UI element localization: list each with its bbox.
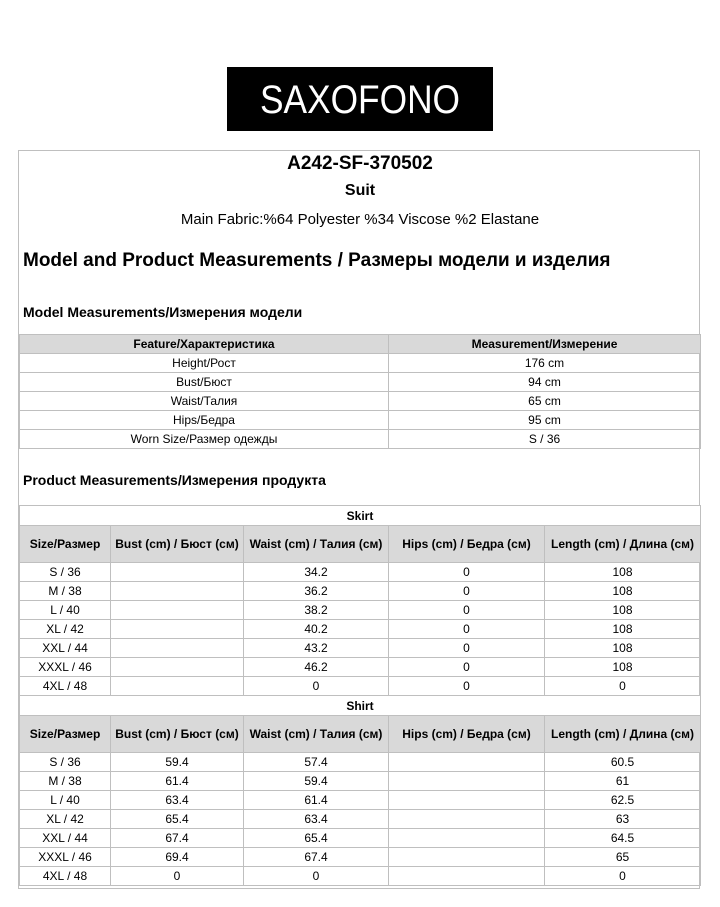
hips-cell <box>389 772 545 791</box>
hips-cell: 0 <box>389 582 545 601</box>
waist-cell: 67.4 <box>244 848 389 867</box>
size-cell: M / 38 <box>20 582 111 601</box>
waist-cell: 0 <box>244 677 389 696</box>
product-type: Suit <box>344 182 376 199</box>
length-cell: 0 <box>545 867 701 886</box>
waist-cell: 59.4 <box>244 772 389 791</box>
hips-cell <box>389 810 545 829</box>
length-cell: 108 <box>545 563 701 582</box>
model-section-title: Model Measurements/Измерения модели <box>23 304 303 320</box>
bust-cell <box>111 658 244 677</box>
size-cell: S / 36 <box>20 753 111 772</box>
hips-cell: 0 <box>389 601 545 620</box>
table-row <box>20 373 701 392</box>
table-row <box>20 867 701 886</box>
feature-cell: Waist/Талия <box>20 392 389 411</box>
size-cell: M / 38 <box>20 772 111 791</box>
bust-cell: 67.4 <box>111 829 244 848</box>
table-header-row <box>20 716 701 753</box>
size-cell: XL / 42 <box>20 810 111 829</box>
waist-cell: 61.4 <box>244 791 389 810</box>
bust-header: Bust (cm) / Бюст (см) <box>111 526 244 563</box>
size-cell: L / 40 <box>20 601 111 620</box>
waist-cell: 40.2 <box>244 620 389 639</box>
size-cell: XXXL / 46 <box>20 848 111 867</box>
table-row <box>20 620 701 639</box>
product-section-title: Product Measurements/Измерения продукта <box>23 472 326 488</box>
section-title-shirt: Shirt <box>20 696 701 716</box>
measurement-cell: 65 cm <box>389 392 701 411</box>
feature-cell: Bust/Бюст <box>20 373 389 392</box>
measurement-cell: 95 cm <box>389 411 701 430</box>
feature-cell: Worn Size/Размер одежды <box>20 430 389 449</box>
size-header: Size/Размер <box>20 716 111 753</box>
model-measurements-table <box>19 334 701 449</box>
waist-cell: 38.2 <box>244 601 389 620</box>
table-row <box>20 848 701 867</box>
product-measurements-table <box>19 505 701 886</box>
length-cell: 108 <box>545 582 701 601</box>
length-header: Length (cm) / Длина (см) <box>545 716 701 753</box>
bust-cell: 69.4 <box>111 848 244 867</box>
waist-cell: 34.2 <box>244 563 389 582</box>
size-cell: 4XL / 48 <box>20 867 111 886</box>
bust-cell: 0 <box>111 867 244 886</box>
bust-cell <box>111 639 244 658</box>
hips-cell: 0 <box>389 639 545 658</box>
waist-cell: 57.4 <box>244 753 389 772</box>
table-row <box>20 810 701 829</box>
brand-logo <box>227 67 493 131</box>
bust-cell <box>111 563 244 582</box>
feature-cell: Hips/Бедра <box>20 411 389 430</box>
hips-header: Hips (cm) / Бедра (см) <box>389 716 545 753</box>
table-row <box>20 791 701 810</box>
waist-header: Waist (cm) / Талия (см) <box>244 526 389 563</box>
table-row <box>20 582 701 601</box>
bust-cell: 61.4 <box>111 772 244 791</box>
waist-cell: 63.4 <box>244 810 389 829</box>
size-cell: L / 40 <box>20 791 111 810</box>
table-header-row <box>20 526 701 563</box>
length-cell: 60.5 <box>545 753 701 772</box>
size-cell: XL / 42 <box>20 620 111 639</box>
size-cell: XXL / 44 <box>20 639 111 658</box>
length-cell: 108 <box>545 658 701 677</box>
product-code: A242-SF-370502 <box>287 153 433 174</box>
measurement-header: Measurement/Измерение <box>389 335 701 354</box>
hips-cell: 0 <box>389 563 545 582</box>
feature-cell: Height/Рост <box>20 354 389 373</box>
waist-cell: 0 <box>244 867 389 886</box>
section-row <box>20 506 701 526</box>
table-row <box>20 354 701 373</box>
fabric-composition: Main Fabric:%64 Polyester %34 Viscose %2 Elastane <box>180 211 540 228</box>
svg-text:SAXOFONO: SAXOFONO <box>260 78 460 122</box>
table-row <box>20 430 701 449</box>
waist-cell: 65.4 <box>244 829 389 848</box>
size-cell: 4XL / 48 <box>20 677 111 696</box>
hips-cell <box>389 829 545 848</box>
bust-header: Bust (cm) / Бюст (см) <box>111 716 244 753</box>
size-header: Size/Размер <box>20 526 111 563</box>
size-cell: XXXL / 46 <box>20 658 111 677</box>
waist-header: Waist (cm) / Талия (см) <box>244 716 389 753</box>
bust-cell <box>111 601 244 620</box>
length-cell: 108 <box>545 639 701 658</box>
measurement-cell: 176 cm <box>389 354 701 373</box>
size-cell: S / 36 <box>20 563 111 582</box>
table-row <box>20 639 701 658</box>
main-title: Model and Product Measurements / Размеры модели и изделия <box>23 250 611 271</box>
length-cell: 65 <box>545 848 701 867</box>
waist-cell: 46.2 <box>244 658 389 677</box>
hips-cell <box>389 791 545 810</box>
hips-cell: 0 <box>389 658 545 677</box>
bust-cell: 59.4 <box>111 753 244 772</box>
table-row <box>20 753 701 772</box>
brand-logo-wordmark <box>255 75 465 123</box>
waist-cell: 36.2 <box>244 582 389 601</box>
length-cell: 63 <box>545 810 701 829</box>
table-row <box>20 658 701 677</box>
measurement-cell: S / 36 <box>389 430 701 449</box>
length-cell: 0 <box>545 677 701 696</box>
table-row <box>20 829 701 848</box>
bust-cell: 65.4 <box>111 810 244 829</box>
table-header-row <box>20 335 701 354</box>
bust-cell <box>111 620 244 639</box>
bust-cell <box>111 582 244 601</box>
hips-header: Hips (cm) / Бедра (см) <box>389 526 545 563</box>
waist-cell: 43.2 <box>244 639 389 658</box>
table-row <box>20 392 701 411</box>
table-row <box>20 677 701 696</box>
length-cell: 64.5 <box>545 829 701 848</box>
length-cell: 108 <box>545 620 701 639</box>
section-title-skirt: Skirt <box>20 506 701 526</box>
section-row <box>20 696 701 716</box>
hips-cell <box>389 867 545 886</box>
bust-cell: 63.4 <box>111 791 244 810</box>
hips-cell <box>389 848 545 867</box>
length-cell: 62.5 <box>545 791 701 810</box>
feature-header: Feature/Характеристика <box>20 335 389 354</box>
length-cell: 108 <box>545 601 701 620</box>
size-cell: XXL / 44 <box>20 829 111 848</box>
table-row <box>20 601 701 620</box>
table-row <box>20 563 701 582</box>
bust-cell <box>111 677 244 696</box>
hips-cell: 0 <box>389 677 545 696</box>
hips-cell: 0 <box>389 620 545 639</box>
length-header: Length (cm) / Длина (см) <box>545 526 701 563</box>
table-row <box>20 772 701 791</box>
table-row <box>20 411 701 430</box>
length-cell: 61 <box>545 772 701 791</box>
measurement-cell: 94 cm <box>389 373 701 392</box>
hips-cell <box>389 753 545 772</box>
